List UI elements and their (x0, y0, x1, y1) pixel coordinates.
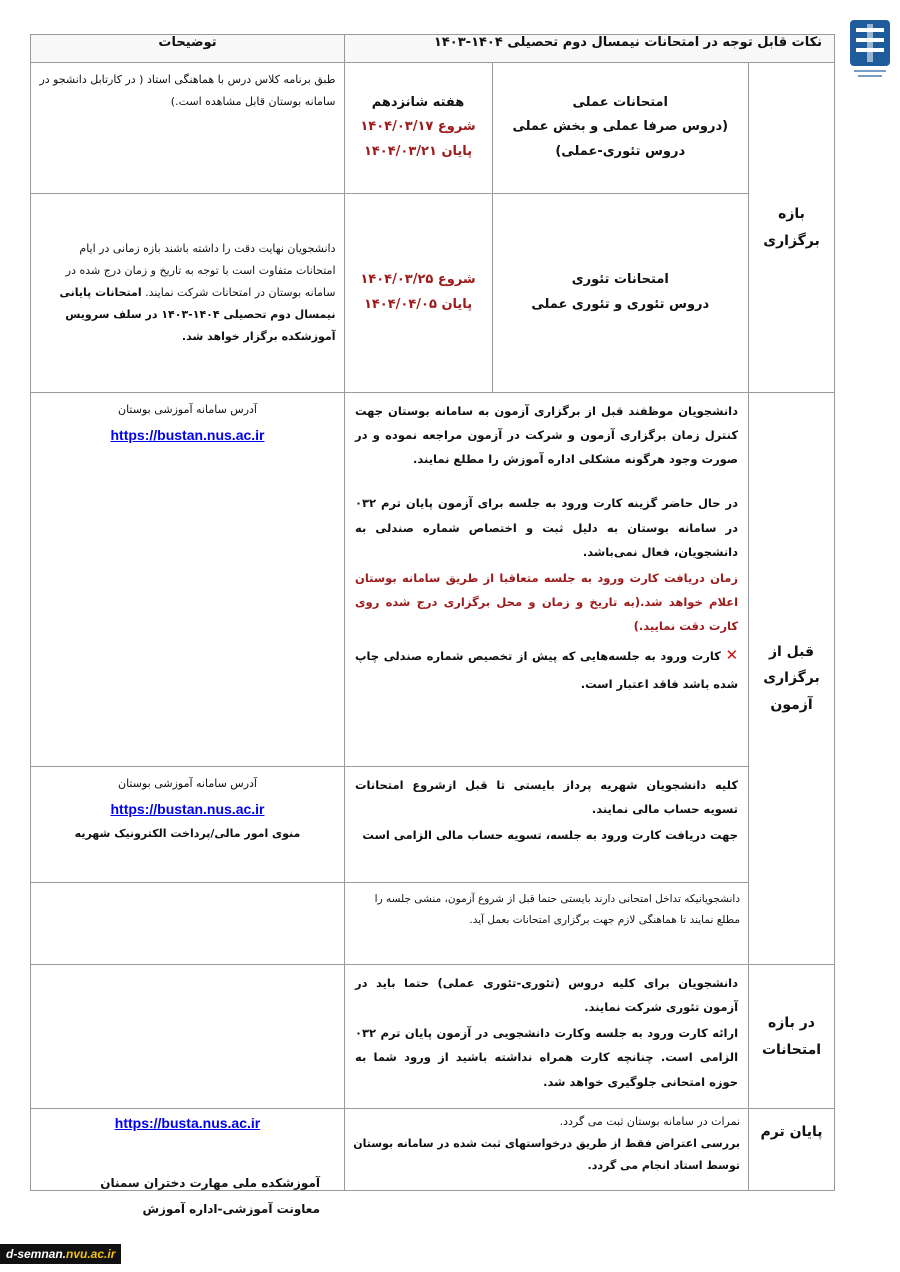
university-logo-icon (848, 18, 892, 80)
tuition-payment-address: آدرس سامانه آموزشی بوستان https://bustan.nus.ac.ir منوی امور مالی/پرداخت الکترونیک شهریه (31, 767, 345, 883)
section-before-exam-row-1 (31, 393, 835, 767)
institute-name: آموزشکده ملی مهارت دختران سمنان (100, 1176, 320, 1190)
practical-exams-name: امتحانات عملی (دروس صرفا عملی و بخش عملی دروس تئوری-عملی) (492, 63, 748, 193)
section-before-exam-row-3 (31, 883, 835, 965)
theory-exams-dates: شروع ۱۴۰۴/۰۳/۲۵ پایان ۱۴۰۴/۰۴/۰۵ (344, 193, 492, 392)
tuition-settlement-notes: کلیه دانشجویان شهریه پرداز بایستی تا قبل ازشروع امتحانات تسویه حساب مالی نمایند. جهت دریافت کارت ورود به جلسه، تسویه حساب مالی الزامی است (345, 767, 749, 883)
practical-exams-dates: هفته شانزدهم شروع ۱۴۰۴/۰۳/۱۷ پایان ۱۴۰۴/۰۳/۲۱ (344, 63, 492, 193)
bustan-address: آدرس سامانه آموزشی بوستان https://bustan.nus.ac.ir (31, 393, 345, 767)
category-label: قبل از برگزاری آزمون (749, 393, 835, 965)
section-exam-period (31, 63, 835, 393)
bustan-checking-notes: دانشجویان موظفند قبل از برگزاری آزمون به سامانه بوستان جهت کنترل زمان برگزاری آزمون و شرکت در آزمون مراجعه نموده و در صورت وجود هرگونه مشکلی اداره آموزش را مطلع نمایند. در حال حاضر گزینه کارت ورود به جلسه برای آزمون پایان ترم ۰۳۲ در سامانه بوستان به دلیل ثبت و اختصاص شماره صندلی به دانشجویان، فعال نمی‌باشد. زمان دریافت کارت ورود به جلسه متعاقبا از طریق سامانه بوستان اعلام خواهد شد.(به تاریخ و زمان و محل برگزاری درج شده روی کارت دقت نمایید.) ✕ کارت ورود به جلسه‌هایی که پیش از تخصیص شماره صندلی چاپ شده باشد فاقد اعتبار است. (345, 393, 749, 767)
table-header-row (31, 35, 835, 63)
theory-exams-description: دانشجویان نهایت دقت را داشته باشند بازه زمانی در ایام امتحانات متفاوت است با توجه به تاریخ و زمان درج شده در سامانه بوستان در امتحانات شرکت نمایند. امتحانات پایانی نیمسال دوم تحصیلی ۱۴۰۴-۱۴۰۳ در سلف سرویس آموزشکده برگزار خواهد شد. (30, 193, 344, 392)
table-row (30, 63, 748, 193)
section-during-exams (31, 965, 835, 1109)
signature-block (40, 1170, 320, 1223)
theory-exams-name: امتحانات تئوری دروس تئوری و تئوری عملی (492, 193, 748, 392)
page-title: نکات قابل توجه در امتحانات نیمسال دوم تحصیلی ۱۴۰۴-۱۴۰۳ (345, 35, 835, 63)
payment-menu-path: منوی امور مالی/پرداخت الکترونیک شهریه (74, 827, 301, 840)
practical-exams-description: طبق برنامه کلاس درس با هماهنگی استاد ( در کارتابل دانشجو در سامانه بوستان قابل مشاهده است.) (39, 73, 336, 108)
venue-notice: امتحانات پایانی نیمسال دوم تحصیلی ۱۴۰۴-۱۴۰۳ در سلف سرویس آموزشکده برگزار خواهد شد. (59, 285, 336, 343)
description-column-header: توضیحات (31, 35, 345, 63)
red-cross-icon: ✕ (725, 646, 739, 665)
section-before-exam-row-2 (31, 767, 835, 883)
exam-notes-table (30, 34, 835, 1191)
exam-conflict-note: دانشجویانیکه تداخل امتحانی دارند بایستی حتما قبل از شروع آزمون، منشی جلسه را مطلع نمایند تا هماهنگی لازم جهت برگزاری امتحانات بعمل آید. (345, 883, 749, 965)
category-label: پایان ترم (749, 1109, 835, 1191)
busta-link[interactable]: https://busta.nus.ac.ir (114, 1115, 261, 1131)
bustan-payment-link[interactable]: https://bustan.nus.ac.ir (110, 801, 265, 817)
category-label: بازه برگزاری (749, 63, 835, 393)
table-row (30, 193, 748, 392)
during-exams-notes: دانشجویان برای کلیه دروس (تئوری-تئوری عملی) حتما باید در آزمون تئوری شرکت نمایند. ارائه کارت ورود به جلسه وکارت دانشجویی در آزمون پایان ترم ۰۳۲ الزامی است. چنانچه کارت همراه نداشته باشید از ورود شما به حوزه امتحانی جلوگیری خواهد شد. (345, 965, 749, 1109)
exam-period-table (30, 63, 748, 392)
category-label: در بازه امتحانات (749, 965, 835, 1109)
end-of-term-notes: نمرات در سامانه بوستان ثبت می گردد. بررسی اعتراض فقط از طریق درخواستهای ثبت شده در سامانه بوستان توسط استاد انجام می گردد. (345, 1109, 749, 1191)
department-name: معاونت آموزشی-اداره آموزش (142, 1202, 320, 1217)
site-watermark: d-semnan.nvu.ac.ir (0, 1244, 121, 1264)
bustan-link[interactable]: https://bustan.nus.ac.ir (110, 427, 265, 443)
